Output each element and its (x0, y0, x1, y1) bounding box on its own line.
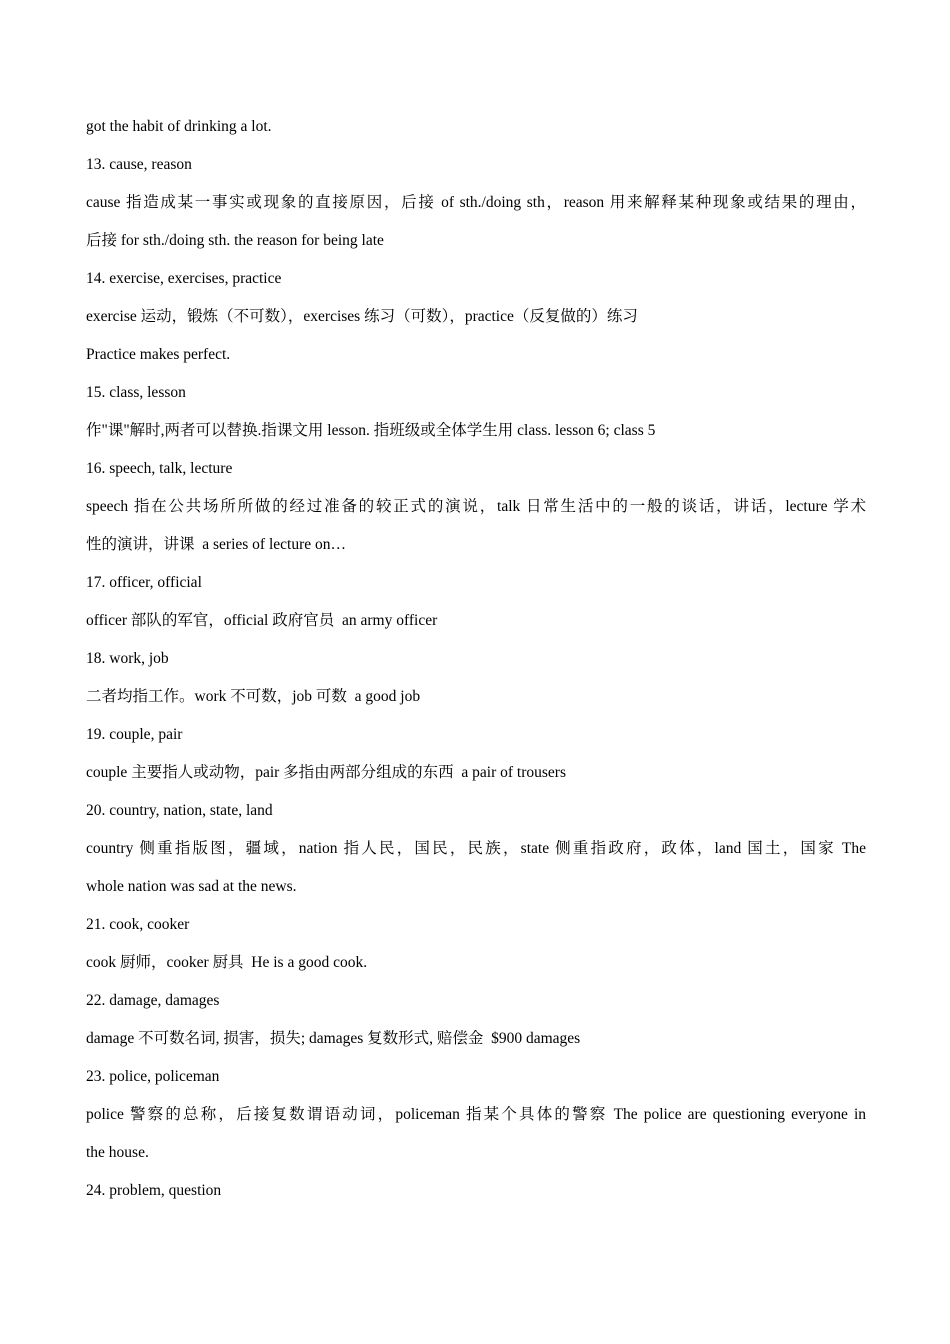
text-line: damage 不可数名词, 损害，损失; damages 复数形式, 赔偿金 $900 damages (86, 1030, 581, 1047)
text-line: cook 厨师，cooker 厨具 He is a good cook. (86, 954, 368, 971)
text-line: speech 指在公共场所所做的经过准备的较正式的演说，talk 日常生活中的一般的谈话，讲话，lecture 学术 (86, 498, 866, 515)
item-heading: 24. problem, question (86, 1182, 222, 1199)
text-line: 作"课"解时,两者可以替换.指课文用 lesson. 指班级或全体学生用 class. lesson 6; class 5 (86, 422, 656, 439)
document-page (86, 108, 866, 1210)
text-line: 二者均指工作。work 不可数，job 可数 a good job (86, 688, 421, 705)
item-heading: 22. damage, damages (86, 992, 220, 1009)
text-line: 性的演讲，讲课 a series of lecture on… (86, 536, 346, 553)
text-line: exercise 运动，锻炼（不可数），exercises 练习（可数），practice（反复做的）练习 (86, 308, 638, 325)
item-heading: 21. cook, cooker (86, 916, 190, 933)
text-line: whole nation was sad at the news. (86, 878, 297, 895)
item-heading: 14. exercise, exercises, practice (86, 270, 282, 287)
text-line: 后接 for sth./doing sth. the reason for being late (86, 232, 384, 249)
text-line: couple 主要指人或动物，pair 多指由两部分组成的东西 a pair of trousers (86, 764, 567, 781)
item-heading: 19. couple, pair (86, 726, 183, 743)
item-heading: 20. country, nation, state, land (86, 802, 273, 819)
text-line: police 警察的总称，后接复数谓语动词，policeman 指某个具体的警察 The police are questioning everyone in (86, 1106, 866, 1123)
text-line: officer 部队的军官，official 政府官员 an army officer (86, 612, 438, 629)
item-heading: 15. class, lesson (86, 384, 186, 401)
item-heading: 13. cause, reason (86, 156, 192, 173)
item-heading: 16. speech, talk, lecture (86, 460, 233, 477)
item-heading: 18. work, job (86, 650, 169, 667)
text-line: Practice makes perfect. (86, 346, 231, 363)
item-heading: 17. officer, official (86, 574, 202, 591)
item-heading: 23. police, policeman (86, 1068, 220, 1085)
text-line: got the habit of drinking a lot. (86, 118, 272, 135)
text-line: the house. (86, 1144, 149, 1161)
text-line: country 侧重指版图，疆域，nation 指人民，国民，民族，state 侧重指政府，政体，land 国土，国家 The (86, 840, 866, 857)
text-line: cause 指造成某一事实或现象的直接原因，后接 of sth./doing sth，reason 用来解释某种现象或结果的理由， (86, 194, 866, 211)
